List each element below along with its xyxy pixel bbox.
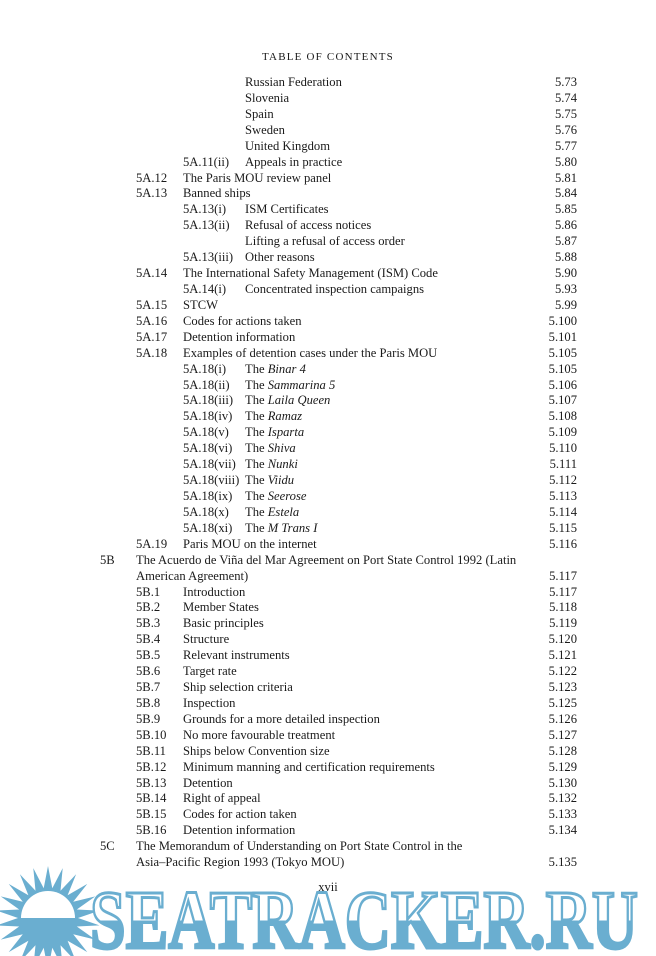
entry-code: 5A.11(ii) bbox=[183, 154, 230, 169]
entry-code: 5B.6 bbox=[136, 664, 161, 679]
toc-entry[interactable] bbox=[0, 425, 656, 441]
entry-page: 5.126 bbox=[548, 711, 577, 726]
entry-title bbox=[183, 346, 437, 362]
entry-page: 5.81 bbox=[554, 170, 577, 185]
entry-page: 5.122 bbox=[548, 664, 577, 679]
entry-title bbox=[183, 760, 435, 776]
entry-code: 5A.17 bbox=[136, 329, 168, 344]
toc-entry[interactable] bbox=[0, 346, 656, 362]
entry-ship-name: Ramaz bbox=[267, 409, 303, 424]
entry-page: 5.84 bbox=[554, 186, 577, 201]
entry-title-text: The bbox=[245, 473, 268, 488]
entry-title-text: Target rate bbox=[183, 664, 237, 679]
entry-title bbox=[183, 712, 380, 728]
toc-entry[interactable] bbox=[0, 648, 656, 664]
entry-title bbox=[245, 521, 317, 537]
entry-page: 5.134 bbox=[548, 823, 577, 838]
entry-page: 5.108 bbox=[548, 409, 577, 424]
entry-title-text: The International Safety Management (ISM) Code bbox=[183, 266, 438, 281]
entry-ship-name: Binar 4 bbox=[267, 361, 306, 376]
entry-title-text: Concentrated inspection campaigns bbox=[245, 281, 425, 296]
entry-page: 5.125 bbox=[548, 695, 577, 710]
entry-page: 5.105 bbox=[548, 345, 577, 360]
entry-page: 5.99 bbox=[554, 297, 577, 312]
entry-page: 5.117 bbox=[549, 568, 577, 583]
entry-title-text: The bbox=[245, 425, 268, 440]
entry-title bbox=[183, 632, 229, 648]
entry-page: 5.123 bbox=[548, 680, 577, 695]
entry-title-text: Introduction bbox=[183, 584, 246, 599]
entry-code: 5B.7 bbox=[136, 680, 161, 695]
entry-title-text: Appeals in practice bbox=[245, 154, 343, 169]
entry-title bbox=[245, 489, 306, 505]
toc-entry[interactable] bbox=[0, 776, 656, 792]
entry-page: 5.88 bbox=[554, 250, 577, 265]
entry-code: 5B.4 bbox=[136, 632, 161, 647]
entry-page: 5.77 bbox=[554, 138, 577, 153]
toc-entry[interactable] bbox=[0, 807, 656, 823]
entry-title bbox=[245, 139, 330, 155]
entry-ship-name: Sammarina 5 bbox=[267, 377, 336, 392]
table-of-contents bbox=[0, 75, 656, 871]
entry-ship-name: Seerose bbox=[267, 488, 307, 503]
toc-entry[interactable] bbox=[0, 250, 656, 266]
entry-title bbox=[245, 425, 304, 441]
entry-page: 5.85 bbox=[554, 202, 577, 217]
entry-page: 5.130 bbox=[548, 775, 577, 790]
toc-entry[interactable] bbox=[0, 600, 656, 616]
toc-entry[interactable] bbox=[0, 473, 656, 489]
toc-entry[interactable] bbox=[0, 553, 656, 569]
entry-title bbox=[245, 441, 296, 457]
entry-title-text: Detention information bbox=[183, 329, 296, 344]
entry-page: 5.100 bbox=[548, 313, 577, 328]
entry-title-text: Relevant instruments bbox=[183, 648, 290, 663]
entry-code: 5B.11 bbox=[136, 743, 166, 758]
entry-code: 5A.16 bbox=[136, 313, 168, 328]
toc-entry[interactable] bbox=[0, 696, 656, 712]
entry-page: 5.119 bbox=[549, 616, 577, 631]
entry-code: 5A.13(i) bbox=[183, 202, 227, 217]
entry-title-text: Ship selection criteria bbox=[183, 680, 293, 695]
toc-entry[interactable] bbox=[0, 218, 656, 234]
seatracker-watermark bbox=[0, 858, 656, 956]
entry-title-text: Examples of detention cases under the Paris MOU bbox=[183, 345, 438, 360]
entry-title-text: Spain bbox=[245, 106, 274, 121]
entry-code: 5B.12 bbox=[136, 759, 167, 774]
entry-title bbox=[183, 186, 251, 202]
entry-page: 5.75 bbox=[554, 106, 577, 121]
entry-code: 5B.14 bbox=[136, 791, 167, 806]
entry-title-text: No more favourable treatment bbox=[183, 727, 336, 742]
page-number: xvii bbox=[318, 880, 338, 894]
entry-code: 5A.18 bbox=[136, 345, 168, 360]
entry-title bbox=[245, 234, 405, 250]
toc-entry[interactable] bbox=[0, 457, 656, 473]
entry-code: 5B.8 bbox=[136, 695, 161, 710]
entry-page: 5.74 bbox=[554, 90, 577, 105]
entry-title-text: Banned ships bbox=[183, 186, 251, 201]
entry-code: 5A.18(ii) bbox=[183, 377, 230, 392]
toc-entry[interactable] bbox=[0, 186, 656, 202]
toc-entry[interactable] bbox=[0, 362, 656, 378]
entry-code: 5C bbox=[100, 839, 115, 854]
entry-title bbox=[183, 823, 295, 839]
toc-entry[interactable] bbox=[0, 330, 656, 346]
entry-ship-name: Viidu bbox=[267, 473, 295, 488]
entry-title-text: United Kingdom bbox=[245, 138, 331, 153]
entry-page: 5.115 bbox=[549, 520, 577, 535]
entry-page: 5.111 bbox=[549, 457, 577, 472]
entry-code: 5B.1 bbox=[136, 584, 161, 599]
entry-ship-name: Shiva bbox=[267, 441, 296, 456]
entry-title-text: Sweden bbox=[245, 122, 285, 137]
entry-title-text: The bbox=[245, 488, 268, 503]
entry-code: 5A.18(iv) bbox=[183, 409, 233, 424]
entry-page: 5.73 bbox=[554, 75, 577, 89]
entry-title bbox=[183, 791, 261, 807]
entry-title-text: Member States bbox=[183, 600, 259, 615]
entry-ship-name: Nunki bbox=[267, 457, 298, 472]
toc-entry[interactable] bbox=[0, 505, 656, 521]
entry-title bbox=[245, 155, 342, 171]
entry-title-text: Minimum manning and certification requirements bbox=[183, 759, 435, 774]
entry-title bbox=[245, 409, 302, 425]
entry-title-text: Basic principles bbox=[183, 616, 264, 631]
entry-code: 5A.18(vii) bbox=[183, 457, 236, 472]
entry-page: 5.128 bbox=[548, 743, 577, 758]
entry-page: 5.132 bbox=[548, 791, 577, 806]
entry-title bbox=[245, 123, 285, 139]
entry-code: 5A.18(v) bbox=[183, 425, 229, 440]
entry-title-text: The bbox=[245, 393, 268, 408]
entry-title-text: ISM Certificates bbox=[245, 202, 329, 217]
entry-code: 5B.10 bbox=[136, 727, 167, 742]
entry-code: 5A.14 bbox=[136, 266, 168, 281]
entry-code: 5B.13 bbox=[136, 775, 167, 790]
entry-title bbox=[183, 266, 438, 282]
entry-title-text: The Memorandum of Understanding on Port State Control in the bbox=[136, 839, 463, 854]
entry-title-text: The bbox=[245, 520, 268, 535]
entry-title bbox=[245, 457, 298, 473]
entry-title bbox=[245, 378, 335, 394]
entry-page: 5.87 bbox=[554, 234, 577, 249]
entry-code: 5A.18(vi) bbox=[183, 441, 233, 456]
entry-page: 5.80 bbox=[554, 154, 577, 169]
entry-code: 5B.15 bbox=[136, 807, 167, 822]
entry-code: 5A.13(iii) bbox=[183, 250, 234, 265]
entry-title-text: Lifting a refusal of access order bbox=[245, 234, 405, 249]
entry-page: 5.135 bbox=[548, 855, 577, 870]
running-header: TABLE OF CONTENTS bbox=[262, 51, 394, 63]
entry-title-text: Structure bbox=[183, 632, 230, 647]
toc-entry[interactable] bbox=[0, 521, 656, 537]
toc-entry[interactable] bbox=[0, 616, 656, 632]
toc-entry[interactable] bbox=[0, 91, 656, 107]
entry-page: 5.109 bbox=[548, 425, 577, 440]
toc-entry[interactable] bbox=[0, 569, 656, 585]
toc-entry[interactable] bbox=[0, 107, 656, 123]
toc-entry[interactable] bbox=[0, 266, 656, 282]
entry-title-text: Detention bbox=[183, 775, 233, 790]
toc-entry[interactable] bbox=[0, 839, 656, 855]
entry-title-text: Russian Federation bbox=[245, 75, 342, 89]
entry-title-text: Slovenia bbox=[245, 90, 290, 105]
toc-entry[interactable] bbox=[0, 664, 656, 680]
entry-page: 5.107 bbox=[548, 393, 577, 408]
entry-title bbox=[245, 107, 274, 123]
entry-title-text: The bbox=[245, 457, 268, 472]
entry-page: 5.117 bbox=[549, 584, 577, 599]
entry-code: 5A.19 bbox=[136, 536, 168, 551]
entry-ship-name: M Trans I bbox=[267, 520, 318, 535]
entry-title-text: Refusal of access notices bbox=[245, 218, 372, 233]
entry-title bbox=[245, 505, 299, 521]
entry-code: 5A.14(i) bbox=[183, 281, 227, 296]
entry-title-text: Codes for actions taken bbox=[183, 313, 302, 328]
entry-title bbox=[245, 91, 289, 107]
toc-entry[interactable] bbox=[0, 75, 656, 91]
entry-title bbox=[183, 600, 259, 616]
entry-ship-name: Laila Queen bbox=[267, 393, 331, 408]
entry-title-text: The bbox=[245, 441, 268, 456]
entry-title-text: Other reasons bbox=[245, 250, 315, 265]
entry-title-text: STCW bbox=[183, 297, 218, 312]
toc-entry[interactable] bbox=[0, 171, 656, 187]
entry-title bbox=[183, 585, 245, 601]
entry-title bbox=[245, 393, 330, 409]
entry-title-text: The bbox=[245, 377, 268, 392]
toc-entry[interactable] bbox=[0, 744, 656, 760]
entry-title bbox=[183, 648, 290, 664]
entry-page: 5.118 bbox=[549, 600, 577, 615]
toc-entry[interactable] bbox=[0, 712, 656, 728]
toc-entry[interactable] bbox=[0, 728, 656, 744]
entry-page: 5.112 bbox=[549, 473, 577, 488]
entry-code: 5B.5 bbox=[136, 648, 161, 663]
entry-title bbox=[245, 282, 424, 298]
entry-title bbox=[183, 298, 218, 314]
toc-entry[interactable] bbox=[0, 441, 656, 457]
toc-entry[interactable] bbox=[0, 234, 656, 250]
entry-title bbox=[245, 218, 371, 234]
entry-title bbox=[183, 664, 237, 680]
entry-page: 5.116 bbox=[549, 536, 577, 551]
entry-title bbox=[136, 553, 516, 569]
toc-entry[interactable] bbox=[0, 680, 656, 696]
entry-title bbox=[183, 330, 295, 346]
entry-title-text: The bbox=[245, 504, 268, 519]
toc-entry[interactable] bbox=[0, 378, 656, 394]
entry-page: 5.113 bbox=[549, 488, 577, 503]
entry-page: 5.93 bbox=[554, 281, 577, 296]
toc-entry[interactable] bbox=[0, 393, 656, 409]
entry-ship-name: Estela bbox=[267, 504, 300, 519]
entry-code: 5A.13 bbox=[136, 186, 168, 201]
toc-entry[interactable] bbox=[0, 823, 656, 839]
toc-entry[interactable] bbox=[0, 537, 656, 553]
toc-entry[interactable] bbox=[0, 489, 656, 505]
entry-page: 5.90 bbox=[554, 266, 577, 281]
entry-title-text: Detention information bbox=[183, 823, 296, 838]
entry-page: 5.133 bbox=[548, 807, 577, 822]
entry-title bbox=[245, 473, 294, 489]
entry-title bbox=[183, 537, 317, 553]
entry-page: 5.121 bbox=[548, 648, 577, 663]
toc-entry[interactable] bbox=[0, 282, 656, 298]
entry-title bbox=[245, 250, 315, 266]
entry-page: 5.120 bbox=[548, 632, 577, 647]
entry-title bbox=[183, 314, 302, 330]
watermark-text: SEATRACKER.RU bbox=[90, 874, 638, 956]
entry-code: 5A.18(i) bbox=[183, 361, 227, 376]
entry-title bbox=[183, 616, 264, 632]
entry-page: 5.106 bbox=[548, 377, 577, 392]
entry-code: 5B bbox=[100, 552, 115, 567]
toc-entry[interactable] bbox=[0, 632, 656, 648]
entry-title bbox=[136, 839, 462, 855]
entry-title-text: Right of appeal bbox=[183, 791, 261, 806]
entry-code: 5B.9 bbox=[136, 711, 161, 726]
entry-title-text: Grounds for a more detailed inspection bbox=[183, 711, 380, 726]
toc-entry[interactable] bbox=[0, 123, 656, 139]
entry-title-text: The Acuerdo de Viña del Mar Agreement on Port State Control 1992 (Latin bbox=[136, 552, 517, 567]
toc-entry[interactable] bbox=[0, 298, 656, 314]
toc-entry[interactable] bbox=[0, 585, 656, 601]
toc-entry[interactable] bbox=[0, 760, 656, 776]
entry-title-text: Paris MOU on the internet bbox=[183, 536, 317, 551]
entry-page: 5.127 bbox=[548, 727, 577, 742]
entry-title-text: Codes for action taken bbox=[183, 807, 297, 822]
entry-title bbox=[245, 75, 342, 91]
entry-page: 5.76 bbox=[554, 122, 577, 137]
entry-code: 5A.18(iii) bbox=[183, 393, 234, 408]
entry-code: 5A.18(viii) bbox=[183, 473, 240, 488]
entry-title bbox=[183, 744, 330, 760]
entry-page: 5.114 bbox=[549, 504, 577, 519]
entry-title bbox=[245, 362, 306, 378]
entry-code: 5A.18(x) bbox=[183, 504, 229, 519]
entry-title-text: The Paris MOU review panel bbox=[183, 170, 332, 185]
entry-ship-name: Isparta bbox=[267, 425, 305, 440]
entry-title bbox=[183, 680, 293, 696]
entry-title bbox=[136, 569, 248, 585]
entry-code: 5B.3 bbox=[136, 616, 161, 631]
toc-entry[interactable] bbox=[0, 202, 656, 218]
entry-code: 5A.18(ix) bbox=[183, 488, 233, 503]
entry-title-text: Asia–Pacific Region 1993 (Tokyo MOU) bbox=[136, 855, 345, 870]
toc-entry[interactable] bbox=[0, 155, 656, 171]
entry-page: 5.110 bbox=[549, 441, 577, 456]
entry-title bbox=[183, 728, 335, 744]
entry-title bbox=[183, 776, 233, 792]
entry-title-text: American Agreement) bbox=[136, 568, 249, 583]
toc-entry[interactable] bbox=[0, 409, 656, 425]
entry-title-text: The bbox=[245, 361, 268, 376]
entry-title bbox=[183, 807, 297, 823]
entry-code: 5B.16 bbox=[136, 823, 167, 838]
toc-entry[interactable] bbox=[0, 314, 656, 330]
entry-code: 5B.2 bbox=[136, 600, 161, 615]
entry-code: 5A.12 bbox=[136, 170, 168, 185]
entry-code: 5A.15 bbox=[136, 297, 168, 312]
toc-entry[interactable] bbox=[0, 791, 656, 807]
entry-page: 5.129 bbox=[548, 759, 577, 774]
entry-title bbox=[183, 696, 235, 712]
entry-title-text: Ships below Convention size bbox=[183, 743, 330, 758]
entry-title-text: The bbox=[245, 409, 268, 424]
entry-page: 5.86 bbox=[554, 218, 577, 233]
entry-title bbox=[183, 171, 331, 187]
entry-code: 5A.18(xi) bbox=[183, 520, 233, 535]
entry-title bbox=[245, 202, 329, 218]
entry-title-text: Inspection bbox=[183, 695, 236, 710]
entry-code: 5A.13(ii) bbox=[183, 218, 230, 233]
toc-entry[interactable] bbox=[0, 139, 656, 155]
entry-page: 5.101 bbox=[548, 329, 577, 344]
entry-page: 5.105 bbox=[548, 361, 577, 376]
